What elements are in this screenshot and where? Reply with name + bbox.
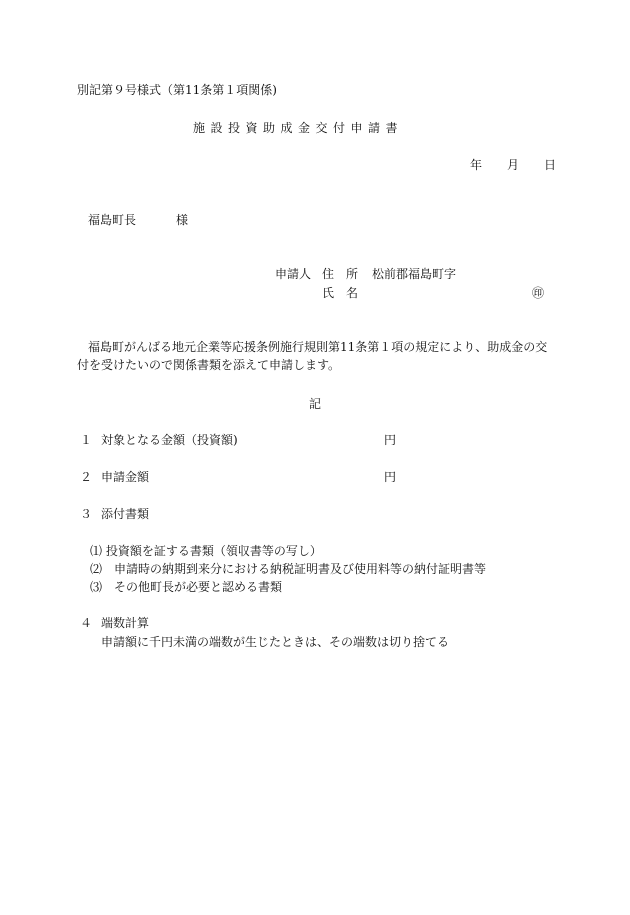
attachment-item: ⑶ その他町長が必要と認める書類 <box>90 580 283 594</box>
item-4-label: 端数計算 <box>101 616 150 630</box>
item-3-number: ３ <box>80 507 93 521</box>
date-month-label: 月 <box>507 158 520 172</box>
item-4-number: ４ <box>80 616 93 630</box>
address-value: 松前郡福島町字 <box>372 267 457 281</box>
item-3-label: 添付書類 <box>101 507 150 521</box>
address-label: 住 所 <box>322 267 359 281</box>
seal-mark: ㊞ <box>532 286 545 300</box>
attachment-item: ⑴ 投資額を証する書類（領収書等の写し） <box>90 544 322 558</box>
ki-heading: 記 <box>309 397 322 411</box>
item-2-unit: 円 <box>384 470 397 484</box>
addressee-name: 福島町長 <box>88 213 137 227</box>
item-4-text: 申請額に千円未満の端数が生じたときは、その端数は切り捨てる <box>101 635 450 649</box>
date-year-label: 年 <box>470 158 483 172</box>
item-2-label: 申請金額 <box>101 470 150 484</box>
applicant-label: 申請人 <box>275 267 312 281</box>
date-day-label: 日 <box>544 158 557 172</box>
form-label: 別記第９号様式（第11条第１項関係) <box>77 83 277 97</box>
item-1-number: １ <box>80 433 93 447</box>
addressee-honorific: 様 <box>176 213 189 227</box>
item-1-label: 対象となる金額（投資額) <box>101 433 238 447</box>
body-line-1: 福島町がんばる地元企業等応援条例施行規則第11条第１項の規定により、助成金の交 <box>88 340 548 354</box>
attachment-item: ⑵ 申請時の納期到来分における納税証明書及び使用料等の納付証明書等 <box>90 562 487 576</box>
name-label: 氏 名 <box>322 286 359 300</box>
item-2-number: ２ <box>80 470 93 484</box>
page-title: 施設投資助成金交付申請書 <box>193 121 404 135</box>
body-line-2: 付を受けたいので関係書類を添えて申請します。 <box>77 358 341 372</box>
item-1-unit: 円 <box>384 433 397 447</box>
